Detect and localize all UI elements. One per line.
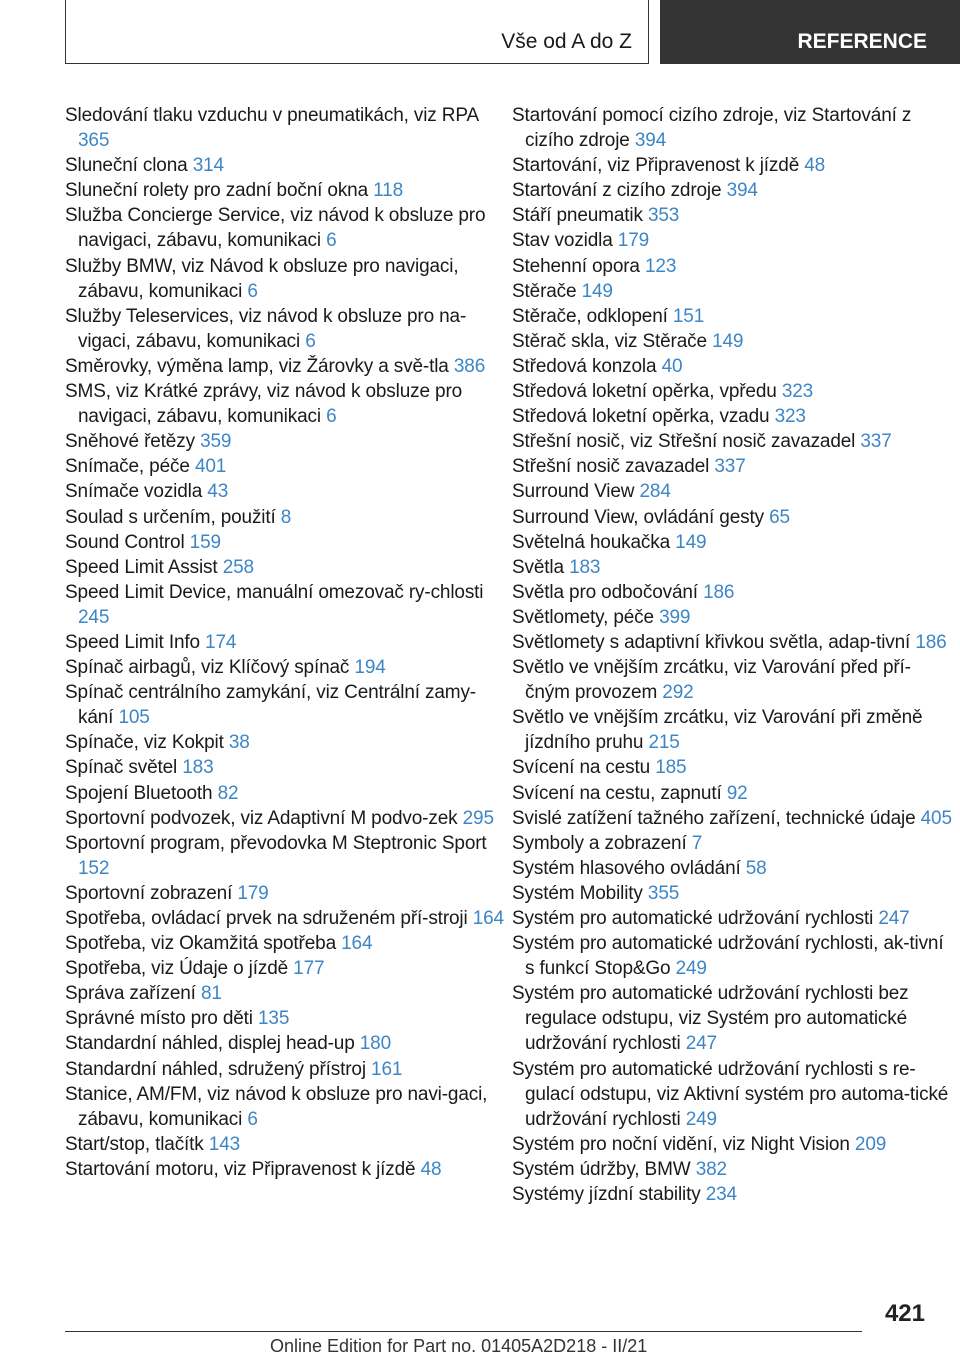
index-entry-page-link[interactable]: 149: [712, 330, 744, 352]
index-entry: [65, 956, 505, 981]
index-entry-page-link[interactable]: 81: [200, 983, 222, 1005]
index-entry-page-link[interactable]: 295: [462, 807, 494, 829]
index-entry-page-link[interactable]: 6: [247, 280, 258, 302]
index-entry-page-link[interactable]: 174: [205, 631, 237, 653]
index-entry-page-link[interactable]: 258: [222, 556, 254, 578]
index-entry: [65, 254, 505, 304]
index-entry-term: Sound Control: [65, 531, 185, 553]
index-entry-page-link[interactable]: 365: [78, 130, 110, 152]
index-entry: [512, 605, 952, 630]
footer-edition: Online Edition for Part no. 01405A2D218 - II/21: [270, 1336, 648, 1356]
index-entry-term: Směrovky, výměna lamp, viz Žárovky a svě-tla: [65, 355, 449, 377]
index-entry: [65, 755, 505, 780]
index-entry-page-link[interactable]: 359: [200, 431, 232, 453]
index-entry: [65, 881, 505, 906]
index-entry-term: Start/stop, tlačítk: [65, 1133, 204, 1155]
index-entry-term: Svislé zatížení tažného zařízení, technické údaje: [512, 807, 916, 829]
index-entry-term: Systém pro automatické udržování rychlosti: [512, 908, 874, 929]
index-entry: [512, 580, 952, 605]
index-entry-term: Speed Limit Info: [65, 631, 200, 653]
index-entry-page-link[interactable]: 149: [675, 531, 707, 553]
index-entry-page-link[interactable]: 186: [915, 631, 947, 653]
index-entry-page-link[interactable]: 143: [208, 1133, 241, 1155]
index-entry: [65, 931, 505, 956]
index-entry-term: Startování pomocí cizího zdroje, viz Startování z cizího zdroje: [512, 105, 912, 152]
index-entry-term: Symboly a zobrazení: [512, 832, 687, 854]
index-entry-page-link[interactable]: 355: [647, 882, 680, 904]
index-entry-page-link[interactable]: 323: [781, 381, 814, 403]
index-entry-page-link[interactable]: 161: [371, 1058, 403, 1080]
index-entry-page-link[interactable]: 382: [695, 1158, 727, 1180]
index-entry-term: Standardní náhled, displej head-up: [65, 1033, 355, 1055]
index-entry-page-link[interactable]: 284: [639, 481, 671, 503]
index-entry: [512, 505, 952, 530]
index-entry-term: Světla: [512, 556, 564, 578]
index-entry-term: Středová loketní opěrka, vzadu: [512, 406, 770, 428]
index-entry: [65, 1006, 505, 1031]
index-entry-term: Systém pro automatické udržování rychlosti, ak-tivní s funkcí Stop&Go: [512, 933, 944, 980]
index-entry: [65, 680, 505, 730]
index-entry-page-link[interactable]: 323: [774, 406, 806, 428]
index-entry: [65, 1057, 505, 1082]
index-entry-page-link[interactable]: 7: [691, 832, 703, 854]
index-entry: [65, 454, 505, 479]
index-entry-term: Svícení na cestu, zapnutí: [512, 782, 722, 804]
index-entry-page-link[interactable]: 92: [726, 782, 748, 804]
index-entry-term: Startování, viz Připravenost k jízdě: [512, 155, 800, 177]
index-entry: [512, 630, 952, 655]
index-entry-term: Stáří pneumatik: [512, 205, 643, 227]
index-entry-page-link[interactable]: 337: [714, 456, 746, 478]
index-entry-page-link[interactable]: 186: [703, 581, 735, 603]
index-entry-page-link[interactable]: 401: [194, 456, 227, 478]
index-entry-page-link[interactable]: 6: [305, 330, 316, 352]
index-entry-term: Systém údržby, BMW: [512, 1158, 691, 1180]
index-entry-page-link[interactable]: 234: [705, 1184, 737, 1206]
index-entry-term: Spotřeba, viz Okamžitá spotřeba: [65, 933, 336, 955]
header-section-title: Vše od A do Z: [501, 30, 632, 53]
index-entry: [65, 203, 505, 253]
page-number: 421: [884, 1300, 925, 1327]
index-entry-term: Systém Mobility: [512, 882, 643, 904]
index-entry-term: Služby BMW, viz Návod k obsluze pro navigaci, zábavu, komunikaci: [65, 255, 459, 302]
index-entry: [512, 806, 952, 831]
index-entry-page-link[interactable]: 6: [326, 406, 337, 428]
index-entry-term: Sněhové řetězy: [65, 431, 195, 453]
index-entry: [65, 981, 505, 1006]
index-entry-page-link[interactable]: 43: [207, 481, 229, 503]
index-entry-term: Stěrač skla, viz Stěrače: [512, 330, 707, 352]
index-entry-page-link[interactable]: 185: [655, 757, 687, 779]
footer-divider: [65, 1331, 862, 1332]
index-entry-term: Systémy jízdní stability: [512, 1184, 701, 1206]
index-entry-term: Systém pro automatické udržování rychlosti s re-gulací odstupu, viz Aktivní systém pro automa-tické udržování rychlosti: [512, 1058, 949, 1130]
index-entry: [65, 730, 505, 755]
header-reference-tab[interactable]: REFERENCE: [660, 0, 960, 64]
index-entry-page-link[interactable]: 8: [280, 506, 292, 528]
index-entry-page-link[interactable]: 48: [420, 1158, 442, 1180]
index-entry-page-link[interactable]: 6: [326, 230, 337, 252]
index-entry-page-link[interactable]: 386: [453, 355, 486, 377]
index-entry-page-link[interactable]: 247: [878, 908, 910, 929]
index-entry-term: Spínač airbagů, viz Klíčový spínač: [65, 657, 350, 679]
index-entry-page-link[interactable]: 183: [182, 757, 214, 779]
index-entry-term: Snímače, péče: [65, 456, 190, 478]
index-entry-term: Světlomety s adaptivní křivkou světla, adap-tivní: [512, 631, 911, 653]
index-entry: [512, 881, 952, 906]
index-entry: [512, 705, 952, 755]
index-entry-page-link[interactable]: 245: [78, 606, 110, 628]
index-entry-term: Systém pro automatické udržování rychlosti bez regulace odstupu, viz Systém pro automatické udržování rychlosti: [512, 983, 909, 1055]
index-entry-page-link[interactable]: 177: [293, 958, 325, 980]
index-entry: [65, 831, 505, 881]
index-entry-term: Stehenní opora: [512, 255, 640, 277]
index-entry-page-link[interactable]: 152: [78, 857, 110, 879]
index-entry-term: Startování motoru, viz Připravenost k jízdě: [65, 1158, 416, 1180]
index-entry-page-link[interactable]: 405: [920, 807, 952, 829]
index-entry: [65, 1082, 505, 1132]
index-entry: [65, 1132, 505, 1157]
index-entry: [512, 655, 952, 705]
index-entry-term: SMS, viz Krátké zprávy, viz návod k obsluze pro navigaci, zábavu, komunikaci: [65, 381, 463, 428]
index-entry-page-link[interactable]: 105: [118, 707, 150, 729]
index-entry: [65, 781, 505, 806]
index-entry-term: Spínače, viz Kokpit: [65, 732, 224, 754]
index-entry-page-link[interactable]: 48: [804, 155, 826, 177]
index-entry-term: Světlomety, péče: [512, 606, 654, 628]
index-entry-page-link[interactable]: 353: [647, 205, 680, 227]
index-entry: [65, 479, 505, 504]
index-entry-term: Světlo ve vnějším zrcátku, viz Varování před pří-čným provozem: [512, 657, 911, 704]
index-entry-term: Spotřeba, viz Údaje o jízdě: [65, 958, 289, 980]
index-entry-term: Světlo ve vnějším zrcátku, viz Varování při změně jízdního pruhu: [512, 707, 923, 754]
index-entry-term: Sportovní zobrazení: [65, 882, 233, 904]
index-entry-page-link[interactable]: 58: [745, 857, 767, 879]
index-entry-page-link[interactable]: 151: [672, 305, 705, 327]
index-entry: [512, 856, 952, 881]
index-entry-term: Spínač světel: [65, 757, 178, 779]
index-entry: [65, 555, 505, 580]
index-entry-term: Soulad s určením, použití: [65, 506, 276, 528]
index-entry-term: Spínač centrálního zamykání, viz Centrální zamy-kání: [65, 682, 476, 729]
index-entry: [65, 178, 505, 203]
index-entry: [65, 630, 505, 655]
index-entry: [65, 655, 505, 680]
index-entry: [512, 1157, 952, 1182]
index-entry-term: Sluneční rolety pro zadní boční okna: [65, 180, 369, 202]
index-entry: [512, 279, 952, 304]
index-entry: [512, 404, 952, 429]
index-entry-term: Surround View: [512, 481, 635, 503]
index-column-left: [65, 103, 505, 1182]
index-entry-term: Sportovní podvozek, viz Adaptivní M podvo-zek: [65, 807, 458, 829]
index-entry-page-link[interactable]: 337: [860, 431, 892, 453]
index-entry-page-link[interactable]: 40: [661, 355, 683, 377]
index-entry-term: Světelná houkačka: [512, 531, 671, 553]
index-entry: [65, 580, 505, 630]
index-entry-term: Svícení na cestu: [512, 757, 651, 779]
index-entry-term: Středová loketní opěrka, vpředu: [512, 381, 777, 403]
index-entry-page-link[interactable]: 394: [726, 180, 758, 202]
index-entry-page-link[interactable]: 159: [189, 531, 221, 553]
index-entry: [512, 555, 952, 580]
index-entry: [512, 454, 952, 479]
index-entry: [512, 354, 952, 379]
index-entry-term: Sledování tlaku vzduchu v pneumatikách, viz RPA: [65, 105, 478, 126]
index-entry-term: Startování z cizího zdroje: [512, 180, 722, 202]
index-entry-page-link[interactable]: 247: [685, 1033, 717, 1055]
index-entry-page-link[interactable]: 194: [354, 657, 386, 679]
index-entry-page-link[interactable]: 292: [662, 682, 694, 704]
index-entry-term: Standardní náhled, sdružený přístroj: [65, 1058, 366, 1080]
index-entry: [512, 429, 952, 454]
index-entry-term: Spotřeba, ovládací prvek na sdruženém pří-stroji: [65, 908, 468, 929]
index-entry-term: Systém hlasového ovládání: [512, 857, 741, 879]
index-entry-term: Služba Concierge Service, viz návod k obsluze pro navigaci, zábavu, komunikaci: [65, 205, 486, 252]
index-entry-term: Systém pro noční vidění, viz Night Vision: [512, 1133, 850, 1155]
index-column-right: [512, 103, 952, 1207]
index-entry: [65, 530, 505, 555]
index-entry: [512, 254, 952, 279]
index-entry: [512, 1132, 952, 1157]
index-entry: [65, 304, 505, 354]
index-entry-page-link[interactable]: 215: [648, 732, 680, 754]
index-entry: [512, 931, 952, 981]
index-entry: [65, 906, 505, 931]
index-entry-page-link[interactable]: 394: [634, 130, 667, 152]
index-entry: [512, 755, 952, 780]
index-entry: [65, 806, 505, 831]
index-entry: [65, 153, 505, 178]
index-entry-term: Světla pro odbočování: [512, 581, 698, 603]
index-entry-page-link[interactable]: 209: [854, 1133, 887, 1155]
index-entry: [65, 354, 505, 379]
index-entry: [512, 178, 952, 203]
index-entry-page-link[interactable]: 38: [228, 732, 250, 754]
index-entry-page-link[interactable]: 249: [675, 958, 707, 980]
index-entry-term: Služby Teleservices, viz návod k obsluze pro na-vigaci, zábavu, komunikaci: [65, 305, 467, 352]
index-entry-term: Snímače vozidla: [65, 481, 203, 503]
index-entry: [512, 103, 952, 153]
index-entry-page-link[interactable]: 180: [359, 1033, 392, 1055]
index-entry-page-link[interactable]: 65: [769, 506, 790, 528]
index-entry: [512, 530, 952, 555]
index-entry-page-link[interactable]: 123: [644, 255, 677, 277]
index-entry-term: Střešní nosič, viz Střešní nosič zavazadel: [512, 431, 856, 453]
index-entry-page-link[interactable]: 118: [373, 180, 404, 202]
index-entry-term: Stav vozidla: [512, 230, 613, 252]
index-entry: [512, 203, 952, 228]
index-entry-page-link[interactable]: 183: [569, 556, 601, 578]
index-entry-term: Stěrače: [512, 280, 577, 302]
index-entry: [65, 379, 505, 429]
index-entry: [512, 1182, 952, 1207]
index-entry: [65, 1157, 505, 1182]
index-entry: [65, 103, 505, 153]
index-entry-term: Spojení Bluetooth: [65, 782, 213, 804]
index-entry: [65, 505, 505, 530]
index-entry: [512, 304, 952, 329]
index-entry-term: Surround View, ovládání gesty: [512, 506, 764, 528]
index-entry: [512, 906, 952, 931]
index-entry: [512, 981, 952, 1056]
index-entry: [65, 1031, 505, 1056]
index-entry-term: Sluneční clona: [65, 155, 188, 177]
index-entry-page-link[interactable]: 6: [247, 1108, 258, 1130]
index-entry-page-link[interactable]: 135: [258, 1008, 290, 1030]
index-entry-term: Sportovní program, převodovka M Steptronic Sport: [65, 832, 487, 854]
index-entry-term: Speed Limit Assist: [65, 556, 218, 578]
index-entry: [65, 429, 505, 454]
index-entry: [512, 153, 952, 178]
index-entry-term: Stanice, AM/FM, viz návod k obsluze pro navi-gaci, zábavu, komunikaci: [65, 1083, 488, 1130]
index-entry-page-link[interactable]: 249: [685, 1108, 717, 1130]
index-entry-page-link[interactable]: 164: [472, 908, 504, 929]
index-entry-page-link[interactable]: 179: [237, 882, 269, 904]
index-entry-page-link[interactable]: 149: [581, 280, 613, 302]
index-entry: [512, 1057, 952, 1132]
header-section-box: [65, 0, 649, 64]
index-entry: [512, 379, 952, 404]
index-entry-page-link[interactable]: 399: [659, 606, 691, 628]
index-entry-term: Speed Limit Device, manuální omezovač ry-chlosti: [65, 581, 484, 603]
index-entry-term: Správné místo pro děti: [65, 1008, 253, 1030]
index-entry: [512, 228, 952, 253]
index-entry-page-link[interactable]: 82: [217, 782, 239, 804]
index-entry-page-link[interactable]: 179: [617, 230, 650, 252]
index-entry: [512, 479, 952, 504]
index-entry: [512, 329, 952, 354]
index-entry: [512, 831, 952, 856]
index-entry-page-link[interactable]: 314: [192, 155, 224, 177]
index-entry-term: Správa zařízení: [65, 983, 196, 1005]
index-entry: [512, 781, 952, 806]
index-entry-term: Střešní nosič zavazadel: [512, 456, 710, 478]
index-entry-page-link[interactable]: 164: [341, 933, 373, 955]
index-entry-term: Středová konzola: [512, 355, 657, 377]
index-entry-term: Stěrače, odklopení: [512, 305, 668, 327]
